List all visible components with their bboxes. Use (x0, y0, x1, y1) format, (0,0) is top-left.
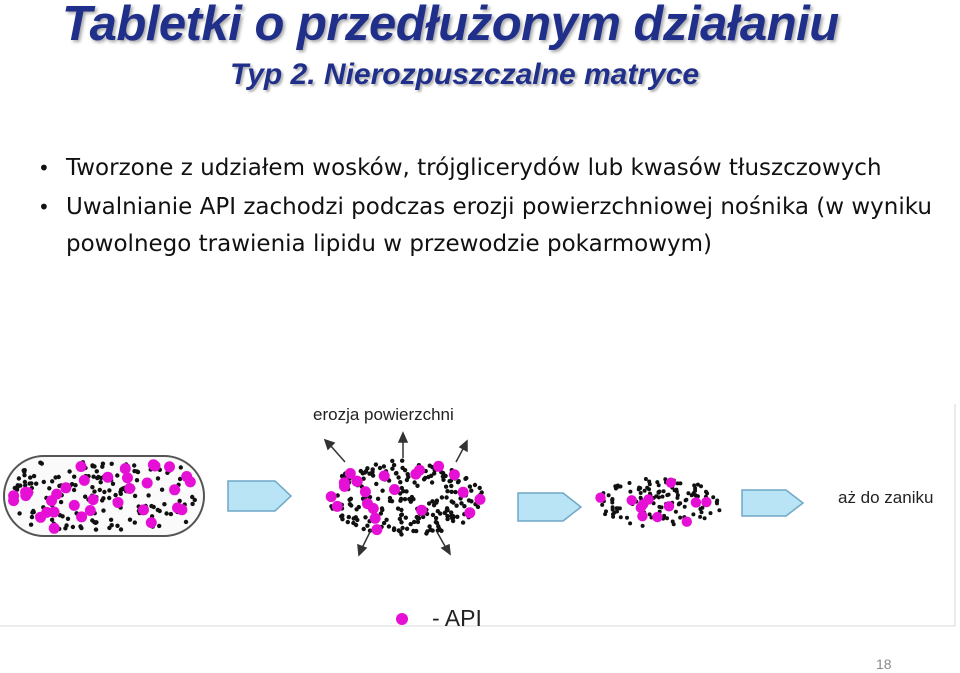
api-particle (637, 511, 647, 521)
matrix-particle (102, 490, 106, 494)
api-particle (146, 517, 157, 528)
matrix-particle (28, 475, 32, 479)
matrix-particle (136, 470, 140, 474)
matrix-particle (22, 473, 26, 477)
matrix-particle (449, 514, 453, 518)
matrix-particle (445, 489, 449, 493)
api-particle (370, 513, 381, 524)
matrix-particle (610, 498, 614, 502)
matrix-particle (119, 492, 123, 496)
matrix-particle (349, 503, 353, 507)
matrix-particle (709, 511, 713, 515)
matrix-particle (704, 490, 708, 494)
bullet-item (38, 150, 948, 187)
api-particle (682, 517, 692, 527)
matrix-particle (406, 472, 410, 476)
matrix-particle (72, 475, 76, 479)
matrix-particle (454, 504, 458, 508)
matrix-particle (430, 480, 434, 484)
matrix-particle (643, 489, 647, 493)
matrix-particle (415, 484, 419, 488)
matrix-particle (78, 524, 82, 528)
matrix-particle (405, 527, 409, 531)
matrix-particle (662, 514, 666, 518)
matrix-particle (396, 506, 400, 510)
matrix-particle (50, 518, 54, 522)
matrix-particle (476, 505, 480, 509)
matrix-particle (711, 495, 715, 499)
matrix-particle (453, 490, 457, 494)
matrix-particle (380, 506, 384, 510)
matrix-particle (388, 499, 392, 503)
api-particle (464, 507, 475, 518)
bullet-text: Uwalnianie API zachodzi podczas erozji powierzchniowej nośnika (w wyniku powolnego trawienia lipidu w przewodzie pokarmowym) (66, 194, 932, 257)
matrix-particle (367, 472, 371, 476)
matrix-particle (657, 490, 661, 494)
erosion-diagram (0, 390, 960, 640)
api-particle (20, 490, 31, 501)
matrix-particle (425, 529, 429, 533)
matrix-particle (463, 477, 467, 481)
matrix-particle (169, 512, 173, 516)
matrix-particle (428, 464, 432, 468)
matrix-particle (365, 466, 369, 470)
matrix-particle (645, 486, 649, 490)
matrix-particle (677, 502, 681, 506)
matrix-particle (657, 505, 661, 509)
matrix-particle (409, 522, 413, 526)
matrix-particle (354, 523, 358, 527)
api-particle (35, 512, 46, 523)
matrix-particle (683, 505, 687, 509)
matrix-particle (42, 480, 46, 484)
legend-api-dot (396, 613, 408, 625)
matrix-particle (133, 520, 137, 524)
matrix-particle (109, 518, 113, 522)
matrix-particle (365, 524, 369, 528)
bullet-item (38, 189, 948, 263)
matrix-particle (352, 516, 356, 520)
matrix-particle (22, 468, 26, 472)
api-particle (351, 476, 362, 487)
matrix-particle (63, 526, 67, 530)
matrix-particle (449, 484, 453, 488)
matrix-particle (603, 512, 607, 516)
matrix-particle (469, 489, 473, 493)
matrix-particle (400, 459, 404, 463)
matrix-particle (692, 483, 696, 487)
api-particle (627, 495, 637, 505)
matrix-particle (107, 488, 111, 492)
api-particle (142, 478, 153, 489)
matrix-particle (34, 482, 38, 486)
matrix-particle (67, 469, 71, 473)
api-particle (169, 484, 180, 495)
matrix-particle (457, 479, 461, 483)
matrix-particle (164, 511, 168, 515)
matrix-particle (94, 527, 98, 531)
api-particle (595, 493, 605, 503)
matrix-particle (619, 515, 623, 519)
matrix-particle (101, 496, 105, 500)
api-particle (691, 497, 701, 507)
matrix-particle (27, 481, 31, 485)
api-particle (416, 505, 427, 516)
matrix-particle (107, 496, 111, 500)
matrix-particle (382, 521, 386, 525)
end-label: aż do zaniku (838, 488, 934, 507)
matrix-particle (655, 480, 659, 484)
matrix-particle (107, 526, 111, 530)
api-particle (652, 512, 662, 522)
api-particle (458, 487, 469, 498)
api-particle (368, 503, 379, 514)
api-particle (164, 461, 175, 472)
matrix-particle (184, 520, 188, 524)
matrix-particle (133, 494, 137, 498)
matrix-particle (30, 515, 34, 519)
matrix-particle (115, 473, 119, 477)
matrix-particle (90, 485, 94, 489)
matrix-particle (29, 523, 33, 527)
matrix-particle (690, 493, 694, 497)
bullet-text: Tworzone z udziałem wosków, trójglicerydów lub kwasów tłuszczowych (66, 155, 882, 181)
api-particle (326, 491, 337, 502)
api-particle (371, 524, 382, 535)
matrix-particle (91, 464, 95, 468)
matrix-particle (674, 510, 678, 514)
matrix-particle (628, 490, 632, 494)
api-particle (664, 501, 674, 511)
matrix-particle (616, 506, 620, 510)
matrix-particle (628, 481, 632, 485)
matrix-particle (473, 483, 477, 487)
matrix-particle (450, 499, 454, 503)
bullet-dot-icon: • (38, 156, 50, 180)
matrix-particle (444, 495, 448, 499)
matrix-particle (400, 512, 404, 516)
matrix-particle (678, 516, 682, 520)
matrix-particle (616, 485, 620, 489)
matrix-particle (32, 474, 36, 478)
process-arrow-icon (742, 490, 803, 516)
matrix-particle (396, 475, 400, 479)
matrix-particle (434, 500, 438, 504)
matrix-particle (179, 465, 183, 469)
matrix-particle (374, 462, 378, 466)
matrix-particle (363, 515, 367, 519)
matrix-particle (441, 471, 445, 475)
matrix-particle (149, 504, 153, 508)
matrix-particle (362, 527, 366, 531)
matrix-particle (398, 517, 402, 521)
matrix-particle (445, 517, 449, 521)
matrix-particle (715, 501, 719, 505)
matrix-particle (411, 529, 415, 533)
matrix-particle (387, 524, 391, 528)
matrix-particle (434, 516, 438, 520)
matrix-particle (399, 532, 403, 536)
matrix-particle (380, 489, 384, 493)
matrix-particle (399, 497, 403, 501)
erosion-label: erozja powierzchni (313, 405, 454, 424)
matrix-particle (132, 463, 136, 467)
matrix-particle (156, 508, 160, 512)
matrix-particle (684, 498, 688, 502)
matrix-particle (407, 497, 411, 501)
matrix-particle (440, 495, 444, 499)
api-particle (49, 507, 60, 518)
matrix-particle (31, 509, 35, 513)
api-particle (701, 497, 711, 507)
matrix-particle (427, 524, 431, 528)
api-particle (69, 500, 80, 511)
matrix-particle (398, 480, 402, 484)
matrix-particle (16, 483, 20, 487)
matrix-particle (444, 485, 448, 489)
matrix-particle (72, 488, 76, 492)
api-particle (666, 478, 676, 488)
matrix-particle (115, 524, 119, 528)
api-particle (51, 489, 62, 500)
matrix-particle (359, 469, 363, 473)
matrix-particle (100, 465, 104, 469)
matrix-particle (119, 527, 123, 531)
matrix-particle (638, 486, 642, 490)
matrix-particle (392, 463, 396, 467)
matrix-particle (38, 461, 42, 465)
matrix-particle (397, 528, 401, 532)
matrix-particle (190, 495, 194, 499)
matrix-particle (698, 515, 702, 519)
matrix-particle (671, 520, 675, 524)
matrix-particle (403, 497, 407, 501)
matrix-particle (95, 469, 99, 473)
api-particle (360, 486, 371, 497)
api-particle (76, 511, 87, 522)
matrix-particle (639, 496, 643, 500)
matrix-particle (378, 466, 382, 470)
matrix-particle (455, 515, 459, 519)
api-particle (49, 523, 60, 534)
api-particle (122, 472, 133, 483)
matrix-particle (628, 521, 632, 525)
matrix-particle (430, 528, 434, 532)
matrix-particle (427, 501, 431, 505)
matrix-particle (699, 484, 703, 488)
api-particle (150, 461, 161, 472)
matrix-particle (374, 482, 378, 486)
eroded-tablet-particles (595, 477, 721, 528)
matrix-particle (625, 516, 629, 520)
matrix-particle (405, 478, 409, 482)
matrix-particle (404, 516, 408, 520)
api-particle (332, 501, 343, 512)
matrix-particle (400, 526, 404, 530)
matrix-particle (17, 476, 21, 480)
matrix-particle (113, 493, 117, 497)
matrix-particle (390, 459, 394, 463)
matrix-particle (157, 524, 161, 528)
matrix-particle (346, 520, 350, 524)
matrix-particle (71, 525, 75, 529)
matrix-particle (50, 479, 54, 483)
matrix-particle (674, 488, 678, 492)
matrix-particle (92, 489, 96, 493)
api-particle (172, 502, 183, 513)
matrix-particle (400, 466, 404, 470)
matrix-particle (611, 515, 615, 519)
api-particle (8, 495, 19, 506)
matrix-particle (400, 486, 404, 490)
api-particle (124, 483, 135, 494)
matrix-particle (95, 476, 99, 480)
legend-label: - API (432, 605, 482, 631)
matrix-particle (462, 504, 466, 508)
matrix-particle (412, 480, 416, 484)
matrix-particle (717, 508, 721, 512)
matrix-particle (66, 517, 70, 521)
bullet-dot-icon: • (38, 195, 50, 219)
matrix-particle (469, 499, 473, 503)
matrix-particle (94, 520, 98, 524)
api-particle (379, 470, 390, 481)
bullet-list (38, 150, 948, 265)
api-particle (389, 484, 400, 495)
matrix-particle (83, 495, 87, 499)
matrix-particle (47, 486, 51, 490)
matrix-particle (162, 502, 166, 506)
matrix-particle (146, 493, 150, 497)
matrix-particle (110, 462, 114, 466)
matrix-particle (347, 498, 351, 502)
matrix-particle (394, 471, 398, 475)
matrix-particle (639, 491, 643, 495)
api-particle (138, 504, 149, 515)
slide-title: Tabletki o przedłużonym działaniu (62, 0, 839, 51)
matrix-particle (644, 477, 648, 481)
matrix-particle (392, 528, 396, 532)
api-particle (339, 481, 350, 492)
matrix-particle (478, 486, 482, 490)
matrix-particle (416, 520, 420, 524)
api-particle (449, 469, 460, 480)
matrix-particle (99, 480, 103, 484)
api-particle (410, 469, 421, 480)
matrix-particle (654, 494, 658, 498)
eroding-tablet-particles (326, 459, 486, 537)
matrix-particle (600, 503, 604, 507)
matrix-particle (468, 484, 472, 488)
matrix-particle (128, 518, 132, 522)
matrix-particle (156, 476, 160, 480)
matrix-particle (647, 480, 651, 484)
matrix-particle (17, 511, 21, 515)
matrix-particle (354, 507, 358, 511)
matrix-particle (98, 488, 102, 492)
matrix-particle (436, 509, 440, 513)
matrix-particle (101, 508, 105, 512)
api-particle (60, 482, 71, 493)
matrix-particle (160, 488, 164, 492)
matrix-particle (648, 512, 652, 516)
api-particle (185, 476, 196, 487)
api-particle (433, 461, 444, 472)
matrix-particle (339, 514, 343, 518)
matrix-particle (675, 496, 679, 500)
matrix-particle (347, 515, 351, 519)
api-particle (79, 475, 90, 486)
api-particle (113, 497, 124, 508)
matrix-particle (59, 500, 63, 504)
matrix-particle (703, 516, 707, 520)
matrix-particle (662, 489, 666, 493)
process-arrow-icon (518, 493, 581, 521)
matrix-particle (693, 489, 697, 493)
matrix-particle (426, 475, 430, 479)
page-number: 18 (876, 656, 892, 672)
matrix-particle (698, 507, 702, 511)
matrix-particle (661, 495, 665, 499)
api-particle (76, 461, 87, 472)
api-particle (88, 494, 99, 505)
api-particle (475, 494, 486, 505)
matrix-particle (445, 508, 449, 512)
process-arrow-icon (228, 481, 291, 511)
matrix-particle (434, 520, 438, 524)
matrix-particle (665, 493, 669, 497)
matrix-particle (461, 520, 465, 524)
matrix-particle (135, 478, 139, 482)
api-particle (643, 494, 653, 504)
matrix-particle (449, 490, 453, 494)
matrix-particle (691, 512, 695, 516)
matrix-particle (190, 502, 194, 506)
matrix-particle (676, 481, 680, 485)
matrix-particle (376, 497, 380, 501)
matrix-particle (53, 475, 57, 479)
api-particle (120, 463, 131, 474)
matrix-particle (382, 464, 386, 468)
matrix-particle (641, 524, 645, 528)
slide-subtitle: Typ 2. Nierozpuszczalne matryce (230, 58, 700, 91)
matrix-particle (417, 516, 421, 520)
matrix-particle (431, 513, 435, 517)
api-particle (102, 472, 113, 483)
matrix-particle (607, 493, 611, 497)
